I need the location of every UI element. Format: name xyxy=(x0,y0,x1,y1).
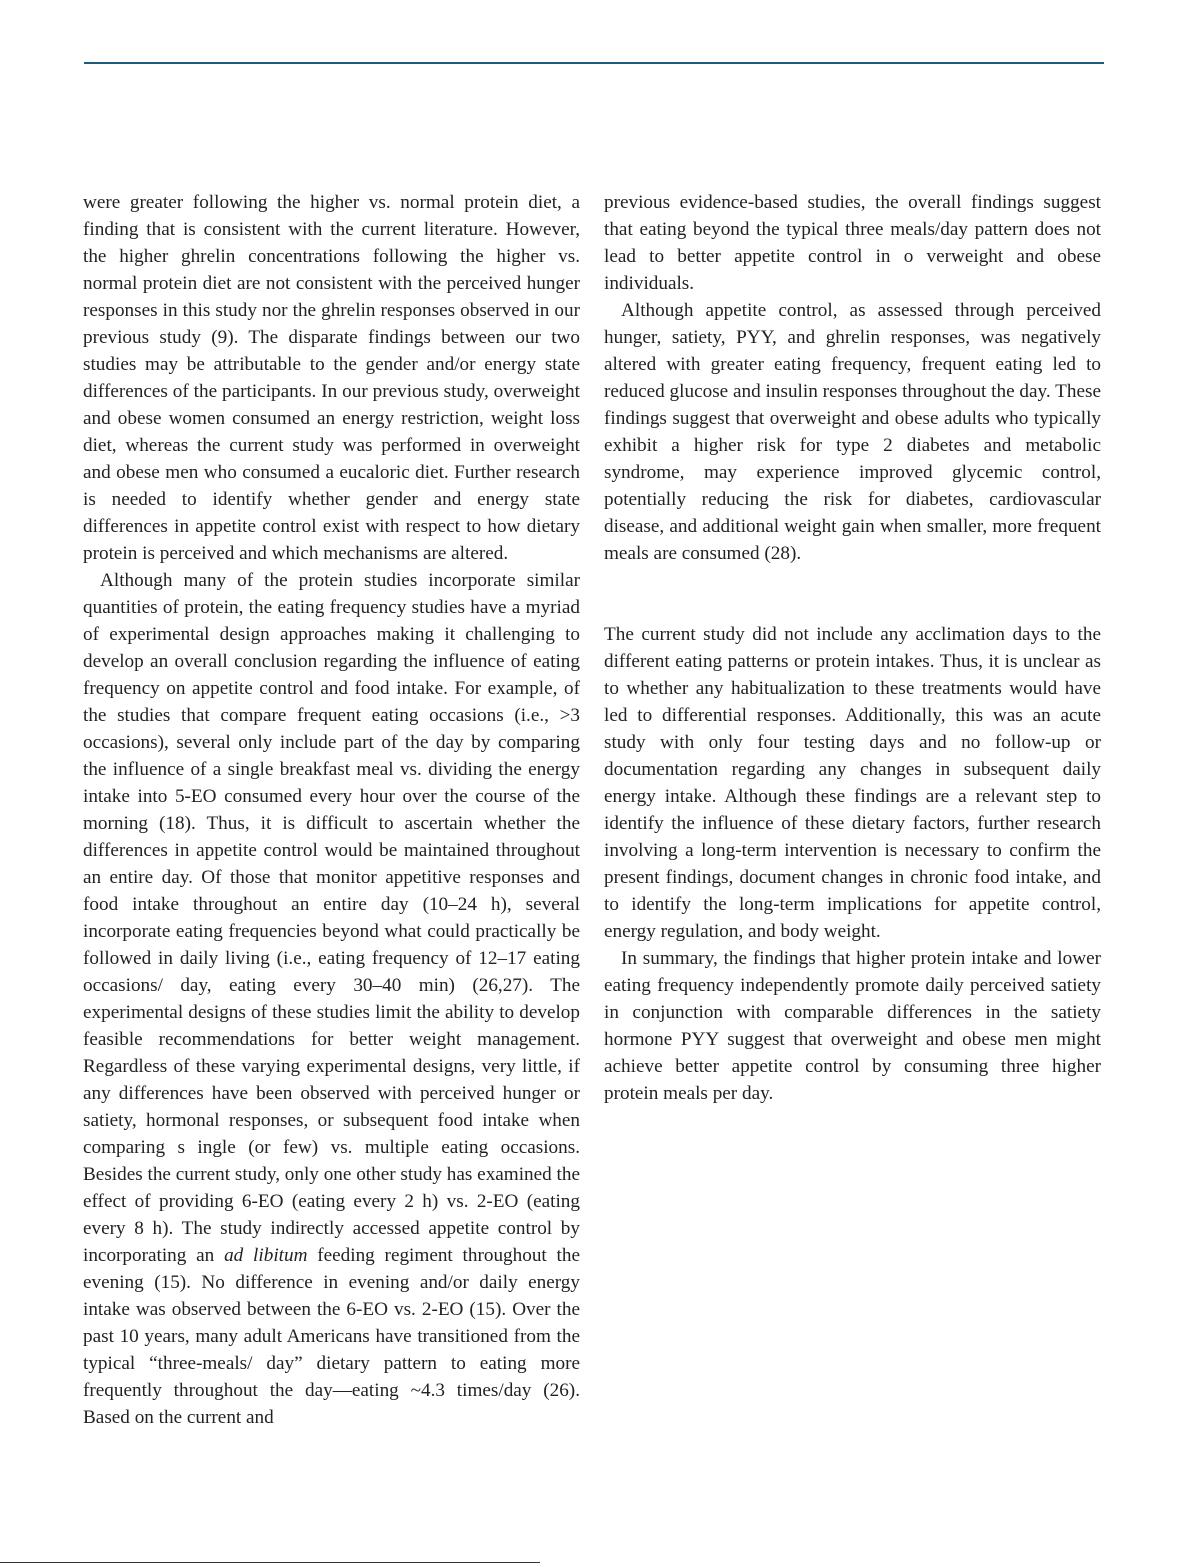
ad-libitum-term: ad libitum xyxy=(224,1245,308,1266)
paragraph-limitations: The current study did not include any acclimation days to the different eating patterns or protein intakes. Thus, it is unclear as to whether any habitualization to these treatments would have led to differential responses. Additionally, this was an acute study with only four testing days and no follow-up or documentation regarding any changes in subsequent daily energy intake. Although these findings are a relevant step to identify the influence of these dietary factors, further research involving a long-term intervention is necessary to confirm the present findings, document changes in chronic food intake, and to identify the long-term implications for appetite control, energy regulation, and body weight. xyxy=(604,624,1101,942)
paragraph-eating-frequency-part-1: Although many of the protein studies incorporate similar quantities of protein, the eating frequency studies have a myriad of experimental design approaches making it challenging to develop an overall conclusion regarding the influence of eating frequency on appetite control and food intake. For example, of the studies that compare frequent eating occasions (i.e., >3 occasions), several only include part of the day by comparing the influence of a single breakfast meal vs. dividing the energy intake into 5-EO consumed every hour over the course of the morning (18). Thus, it is difficult to ascertain whether the differences in appetite control would be maintained throughout an entire day. Of those that monitor appetitive responses and food intake throughout an entire day (10–24 h), several incorporate eating frequencies beyond what could practically be followed in daily living (i.e., eating frequency of 12–17 eating occasions/ day, eating every 30–40 min) (26,27). The experimental designs of these studies limit the ability to develop feasible recommendations for better weight management. Regardless of these varying experimental designs, very little, if any differences have been observed with perceived hunger or satiety, hormonal responses, or subsequent food intake when comparing s ingle (or few) vs. multiple eating occasions. Besides the current study, only one other study has examined the effect of providing 6-EO (eating every 2 h) vs. 2-EO (eating every 8 h). The study indirectly accessed appetite control by incorporating an xyxy=(83,570,580,1266)
paragraph-glycemic-control: Although appetite control, as assessed through perceived hunger, satiety, PYY, and ghrelin responses, was negatively altered with greater eating frequency, frequent eating led to reduced glucose and insulin responses throughout the day. These findings suggest that overweight and obese adults who typically exhibit a higher risk for type 2 diabetes and metabolic syndrome, may experience improved glycemic control, potentially reducing the risk for diabetes, cardiovascular disease, and additional weight gain when smaller, more frequent meals are consumed (28). xyxy=(604,300,1101,564)
paragraph-eating-frequency-part-2: feeding regiment throughout the evening (15). No difference in evening and/or daily energy intake was observed between the 6-EO vs. 2-EO (15). Over the past 10 years, many adult Americans have transitioned from the typical “three-meals/ day” dietary pattern to eating more frequently throughout the day—eating ~4.3 times/day (26). Based on the current and xyxy=(83,1245,580,1428)
paragraph-summary: In summary, the findings that higher protein intake and lower eating frequency independently promote daily perceived satiety in conjunction with comparable differences in the satiety hormone PYY suggest that overweight and obese men might achieve better appetite control by consuming three higher protein meals per day. xyxy=(604,948,1101,1104)
paragraph-evidence-summary: previous evidence-based studies, the overall findings suggest that eating beyond the typical three meals/day pattern does not lead to better appetite control in o verweight and obese individuals. xyxy=(604,192,1101,294)
right-column xyxy=(604,189,1101,1107)
paragraph-protein-ghrelin: were greater following the higher vs. normal protein diet, a finding that is consistent with the current literature. However, the higher ghrelin concentrations following the higher vs. normal protein diet are not consistent with the perceived hunger responses in this study nor the ghrelin responses observed in our previous study (9). The disparate findings between our two studies may be attributable to the gender and/or energy state differences of the participants. In our previous study, overweight and obese women consumed an energy restriction, weight loss diet, whereas the current study was performed in overweight and obese men who consumed a eucaloric diet. Further research is needed to identify whether gender and energy state differences in appetite control exist with respect to how dietary protein is perceived and which mechanisms are altered. xyxy=(83,192,580,564)
paragraph-eating-frequency xyxy=(83,567,580,1431)
footer-rule xyxy=(0,1562,540,1563)
header-rule xyxy=(84,62,1104,64)
left-column xyxy=(83,189,580,1431)
